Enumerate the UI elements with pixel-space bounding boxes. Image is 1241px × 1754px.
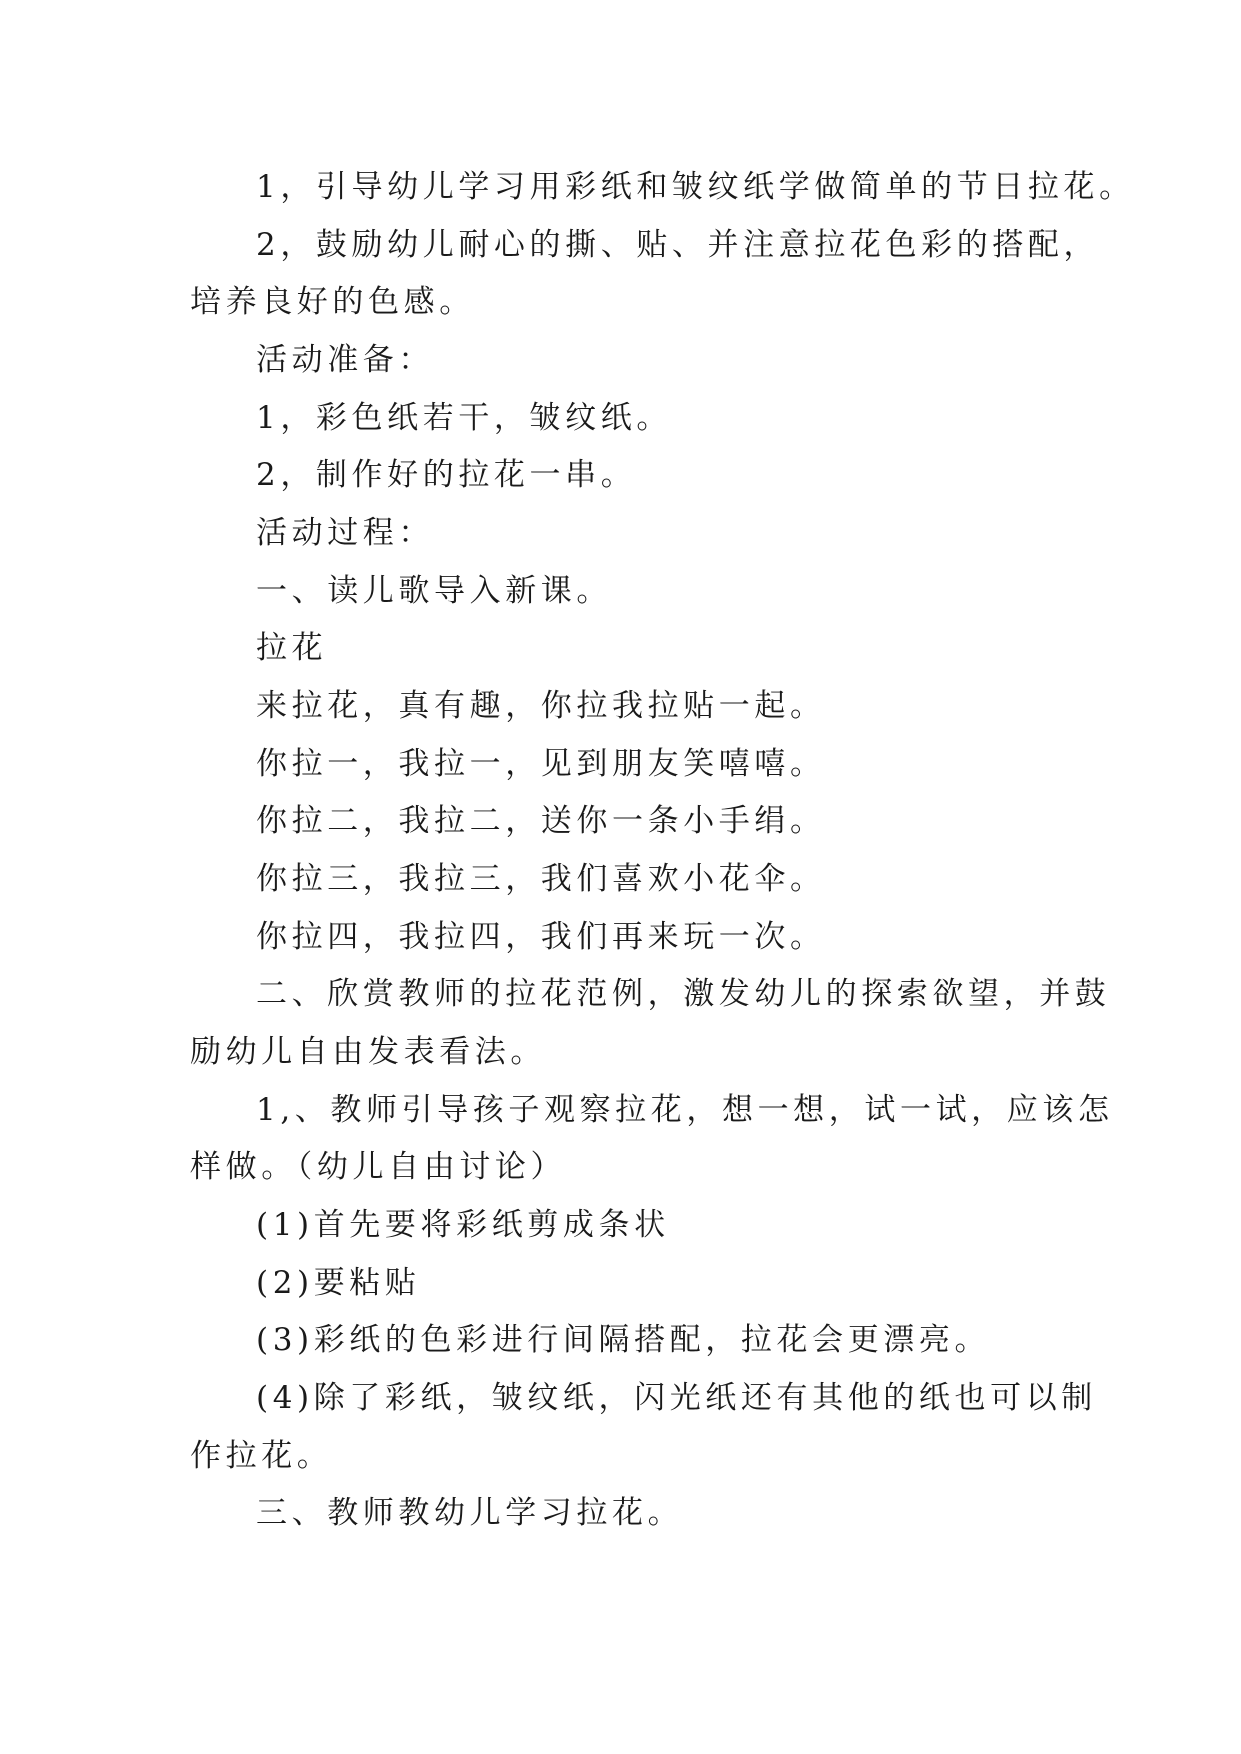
poem-line: 你拉二，我拉二，送你一条小手绢。 <box>256 803 826 839</box>
poem-line: 来拉花，真有趣，你拉我拉贴一起。 <box>256 688 826 724</box>
paragraph-line: 1,、教师引导孩子观察拉花，想一想，试一试，应该怎 <box>256 1092 1114 1128</box>
step-heading: 一、读儿歌导入新课。 <box>256 573 612 609</box>
section-heading: 活动过程： <box>256 515 434 551</box>
list-item: (4)除了彩纸，皱纹纸，闪光纸还有其他的纸也可以制 <box>256 1380 1097 1416</box>
list-item: 1，彩色纸若干，皱纹纸。 <box>256 400 672 436</box>
step-heading: 二、欣赏教师的拉花范例，激发幼儿的探索欲望，并鼓 <box>256 976 1111 1012</box>
poem-title: 拉花 <box>256 630 328 666</box>
list-item: (2)要粘贴 <box>256 1265 421 1301</box>
paragraph-line: 作拉花。 <box>190 1438 333 1474</box>
section-heading: 活动准备： <box>256 342 434 378</box>
list-item: 2，制作好的拉花一串。 <box>256 457 637 493</box>
paragraph-line: 样做。（幼儿自由讨论） <box>190 1149 567 1185</box>
paragraph-line: 1，引导幼儿学习用彩纸和皱纹纸学做简单的节日拉花。 <box>256 169 1135 205</box>
paragraph-line: 2，鼓励幼儿耐心的撕、贴、并注意拉花色彩的搭配， <box>256 227 1100 263</box>
list-item: (3)彩纸的色彩进行间隔搭配，拉花会更漂亮。 <box>256 1322 991 1358</box>
step-heading: 三、教师教幼儿学习拉花。 <box>256 1495 684 1531</box>
paragraph-line: 励幼儿自由发表看法。 <box>190 1034 546 1070</box>
poem-line: 你拉一，我拉一，见到朋友笑嘻嘻。 <box>256 746 826 782</box>
list-item: (1)首先要将彩纸剪成条状 <box>256 1207 670 1243</box>
poem-line: 你拉三，我拉三，我们喜欢小花伞。 <box>256 861 826 897</box>
paragraph-line: 培养良好的色感。 <box>190 284 475 320</box>
poem-line: 你拉四，我拉四，我们再来玩一次。 <box>256 919 826 955</box>
